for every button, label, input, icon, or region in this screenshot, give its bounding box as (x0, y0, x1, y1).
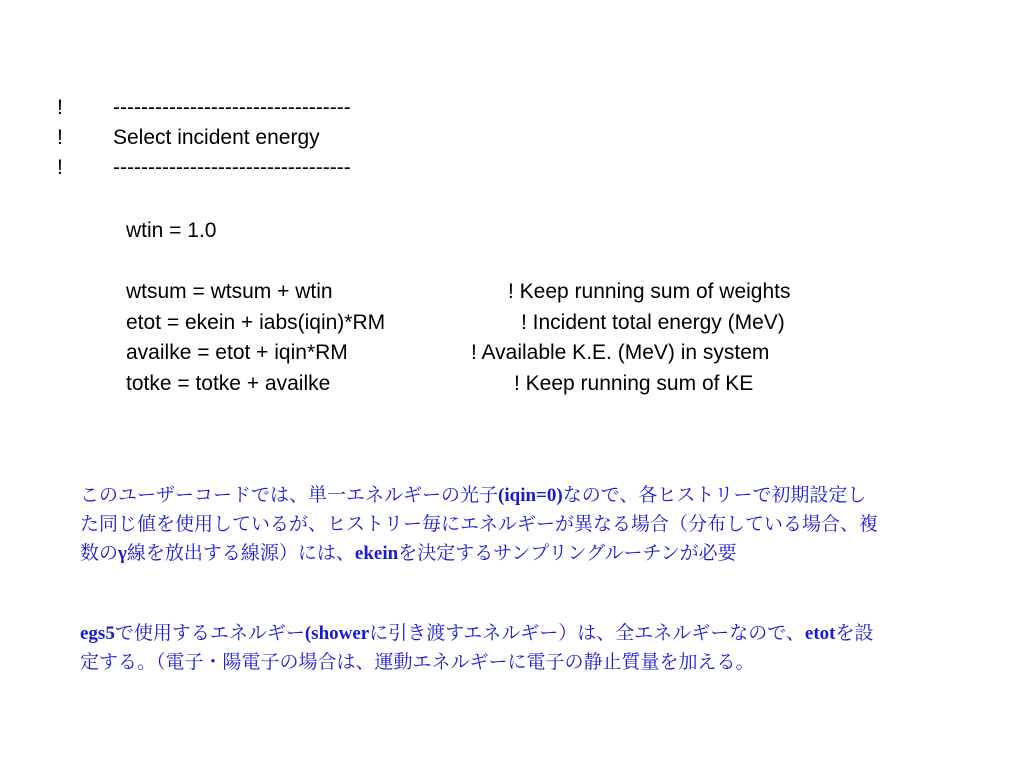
code-line-wtsum: wtsum = wtsum + wtin (126, 280, 333, 303)
note-2-seg: を設定する。（電子・陽電子の場合は、運動エネルギーに電子の静止質量を加える。 (80, 622, 874, 673)
note-1-seg: を決定するサンプリングルーチンが必要 (398, 542, 737, 564)
code-comment-etot: ! Incident total energy (MeV) (521, 311, 785, 334)
code-comment-availke: ! Available K.E. (MeV) in system (471, 341, 770, 364)
note-1-seg: このユーザーコードでは、単一エネルギーの光子 (80, 484, 499, 506)
comment-heading: Select incident energy (113, 126, 320, 149)
comment-rule-top: ---------------------------------- (113, 96, 351, 119)
note-2-seg: etot (804, 623, 836, 644)
code-comment-wtsum: ! Keep running sum of weights (508, 280, 791, 303)
note-1-seg: ekein (354, 543, 399, 564)
code-comment-totke: ! Keep running sum of KE (514, 372, 754, 395)
note-1-seg: (iqin=0) (498, 485, 563, 506)
note-paragraph-1 (80, 481, 880, 568)
note-2-seg: egs5 (80, 623, 115, 644)
comment-rule-bottom: ---------------------------------- (113, 156, 351, 179)
comment-bang-2: ! (57, 126, 63, 149)
note-2-seg: (shower (304, 623, 370, 644)
note-1-seg: 線を放出する線源）には、 (126, 542, 355, 564)
code-line-totke: totke = totke + availke (126, 372, 331, 395)
code-line-etot: etot = ekein + iabs(iqin)*RM (126, 311, 386, 334)
note-1-seg: γ (118, 543, 127, 564)
code-line-availke: availke = etot + iqin*RM (126, 341, 348, 364)
note-paragraph-2 (80, 619, 880, 677)
note-2-seg: で使用するエネルギー (114, 622, 305, 644)
note-1-seg: なので、各ヒストリーで初期設定した同じ値を使用しているが、ヒストリー毎にエネルギーが異なる場合（分布している場合、複数の (80, 484, 879, 564)
note-2-seg: に引き渡すエネルギー）は、全エネルギーなので、 (369, 622, 805, 644)
comment-bang-1: ! (57, 96, 63, 119)
comment-bang-3: ! (57, 156, 63, 179)
code-line-wtin: wtin = 1.0 (126, 219, 217, 242)
